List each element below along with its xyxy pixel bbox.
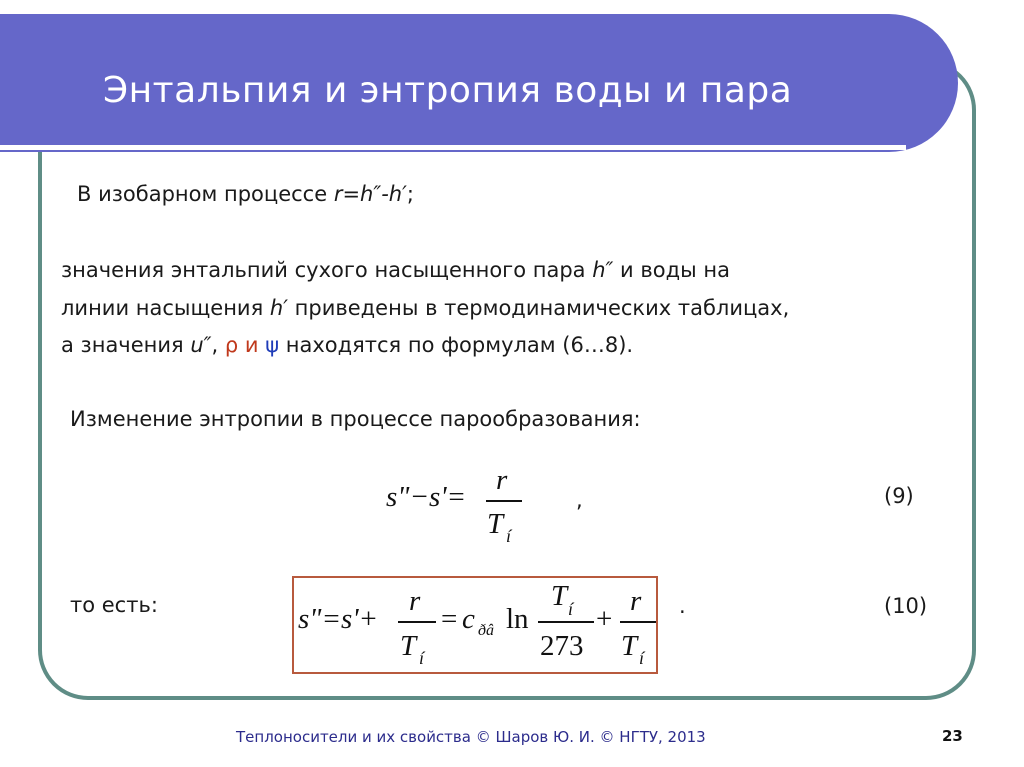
that-is-label: то есть: bbox=[70, 593, 158, 617]
eq9-comma: , bbox=[576, 488, 583, 512]
title-bar bbox=[0, 14, 958, 152]
page-number: 23 bbox=[942, 727, 963, 745]
psi-symbol: ψ bbox=[265, 333, 280, 357]
title-underline bbox=[0, 145, 906, 150]
equation-9-number: (9) bbox=[884, 484, 914, 508]
slide-title: Энтальпия и энтропия воды и пара bbox=[103, 70, 793, 111]
paragraph-line-3: а значения u″, ρ и ψ находятся по формулам (6…8). bbox=[61, 333, 634, 357]
equation-10-number: (10) bbox=[884, 594, 928, 618]
entropy-heading: Изменение энтропии в процессе парообразования: bbox=[70, 407, 641, 431]
paragraph-line-1: значения энтальпий сухого насыщенного пара h″ и воды на bbox=[61, 258, 730, 282]
rho-symbol: ρ bbox=[224, 333, 239, 357]
eq10-period: . bbox=[679, 594, 686, 618]
paragraph-line-2: линии насыщения h′ приведены в термодинамических таблицах, bbox=[61, 296, 790, 320]
isobaric-line: В изобарном процессе r=h″-h′; bbox=[77, 182, 414, 206]
r-formula: r=h″-h′ bbox=[333, 182, 407, 206]
footer-credits: Теплоносители и их свойства © Шаров Ю. И. © НГТУ, 2013 bbox=[236, 728, 706, 746]
